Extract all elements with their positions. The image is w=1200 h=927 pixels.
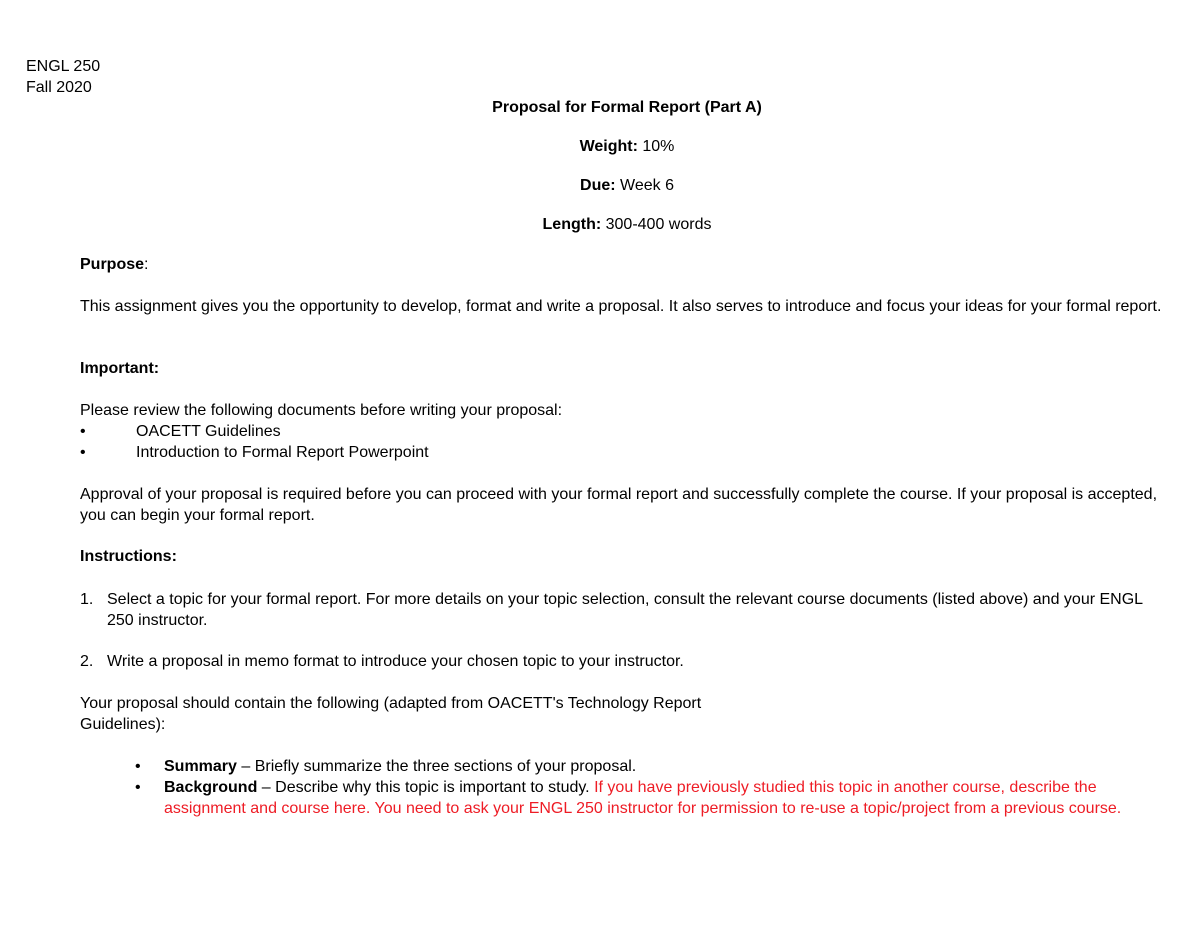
list-item-text: OACETT Guidelines xyxy=(136,423,281,440)
instructions-heading: Instructions: xyxy=(80,548,177,565)
list-item-summary xyxy=(135,756,1175,777)
due-line xyxy=(0,175,1200,196)
due-value: Week 6 xyxy=(615,177,674,194)
term: Fall 2020 xyxy=(26,79,92,96)
purpose-heading xyxy=(80,254,1170,275)
list-item xyxy=(80,442,1170,463)
list-item xyxy=(80,421,1170,442)
proposal-sections-list xyxy=(135,756,1175,819)
document-header xyxy=(26,56,100,98)
important-heading: Important: xyxy=(80,360,160,377)
step-text: Select a topic for your formal report. For more details on your topic selection, consult the relevant course documents (listed above) and your ENGL 250 instructor. xyxy=(107,591,1143,629)
section-desc: – Briefly summarize the three sections of your proposal. xyxy=(236,758,637,775)
section-desc: – Describe why this topic is important to study. xyxy=(257,779,595,796)
section-note: If you have previously studied this topic in another course, describe the assignment and course here. You need to ask your ENGL 250 instructor for permission to re-use a topic/project from a previous course. xyxy=(164,779,1122,817)
length-value: 300-400 words xyxy=(601,216,712,233)
purpose-heading-colon: : xyxy=(144,256,149,273)
step-number: 2. xyxy=(80,653,94,670)
step-number: 1. xyxy=(80,591,94,608)
weight-value: 10% xyxy=(637,138,675,155)
document-list xyxy=(80,421,1170,463)
weight-line xyxy=(0,136,1200,157)
due-label: Due: xyxy=(580,177,616,194)
document-title: Proposal for Formal Report (Part A) xyxy=(492,99,762,116)
instruction-step-1 xyxy=(80,589,1170,631)
bullet-icon: • xyxy=(135,779,141,796)
purpose-heading-text: Purpose xyxy=(80,256,145,273)
instruction-step-2 xyxy=(80,651,1170,672)
bullet-icon: • xyxy=(80,423,86,440)
section-term: Summary xyxy=(164,758,237,775)
length-line xyxy=(0,214,1200,235)
contain-intro-line-2: Guidelines): xyxy=(80,716,166,733)
purpose-text: This assignment gives you the opportunity to develop, format and write a proposal. It also serves to introduce and focus your ideas for your formal report. xyxy=(80,298,1162,315)
section-term: Background xyxy=(164,779,258,796)
bullet-icon: • xyxy=(80,444,86,461)
contain-intro xyxy=(80,693,1170,735)
list-item-text: Introduction to Formal Report Powerpoint xyxy=(136,444,429,461)
list-item-background xyxy=(135,777,1175,819)
contain-intro-line-1: Your proposal should contain the following (adapted from OACETT's Technology Report xyxy=(80,695,702,712)
course-code: ENGL 250 xyxy=(26,58,101,75)
weight-label: Weight: xyxy=(579,138,638,155)
bullet-icon: • xyxy=(135,758,141,775)
approval-text: Approval of your proposal is required before you can proceed with your formal report and successfully complete the course. If your proposal is accepted, you can begin your formal report. xyxy=(80,486,1158,524)
step-text: Write a proposal in memo format to introduce your chosen topic to your instructor. xyxy=(107,653,684,670)
length-label: Length: xyxy=(542,216,602,233)
important-intro: Please review the following documents before writing your proposal: xyxy=(80,402,563,419)
